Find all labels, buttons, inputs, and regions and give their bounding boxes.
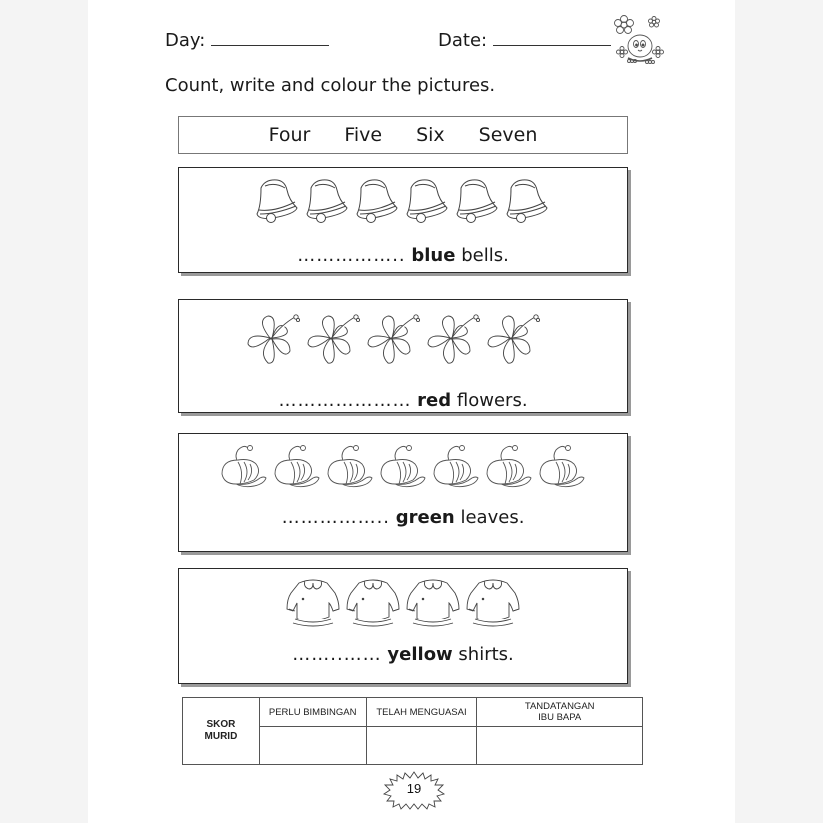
leaf-icon-row [179, 442, 627, 490]
word-bank-item: Six [416, 124, 445, 146]
shirt-icon[interactable] [403, 575, 463, 629]
day-blank-line[interactable] [211, 45, 329, 46]
score-table [182, 697, 643, 765]
noun-word: bells. [461, 245, 509, 266]
answer-blank[interactable]: …………….. [297, 245, 406, 266]
date-blank-line[interactable] [493, 45, 611, 46]
header-telah-menguasai: TELAH MENGUASAI [366, 698, 477, 727]
answer-blank[interactable]: ……..…… [292, 644, 382, 665]
header-perlu-bimbingan: PERLU BIMBINGAN [259, 698, 366, 727]
header-tandatangan-ibu-bapa [477, 698, 643, 727]
leaf-icon[interactable] [377, 442, 429, 490]
hibiscus-flower-icon[interactable] [305, 312, 361, 368]
bell-icon[interactable] [355, 178, 401, 228]
task-box-shirts [178, 568, 628, 684]
task-sentence [179, 507, 627, 528]
tandatangan-line1: TANDATANGAN [524, 701, 595, 712]
skor-label-line2: MURID [204, 731, 238, 742]
word-bank-item: Five [344, 124, 383, 146]
shirt-icon[interactable] [283, 575, 343, 629]
bell-icon-row [179, 178, 627, 228]
cell-perlu-bimbingan[interactable] [259, 727, 366, 765]
word-bank-item: Seven [478, 124, 538, 146]
shirt-icon-row [179, 575, 627, 629]
bell-icon[interactable] [305, 178, 351, 228]
answer-blank[interactable]: …………….. [281, 507, 391, 528]
bell-icon[interactable] [255, 178, 301, 228]
task-box-leaves [178, 433, 628, 552]
date-label: Date: [438, 30, 488, 51]
page-number-badge [380, 770, 448, 810]
leaf-icon[interactable] [324, 442, 376, 490]
date-field [438, 30, 611, 51]
day-field [165, 30, 329, 51]
bell-icon[interactable] [505, 178, 551, 228]
color-word: blue [411, 245, 456, 266]
shirt-icon[interactable] [343, 575, 403, 629]
cell-tandatangan-ibu-bapa[interactable] [477, 727, 643, 765]
cell-telah-menguasai[interactable] [366, 727, 477, 765]
hibiscus-flower-icon[interactable] [245, 312, 301, 368]
skor-label-line1: SKOR [206, 719, 236, 730]
color-word: red [417, 390, 452, 411]
leaf-icon[interactable] [271, 442, 323, 490]
bell-icon[interactable] [455, 178, 501, 228]
page-number: 19 [406, 781, 422, 796]
hibiscus-flower-icon[interactable] [425, 312, 481, 368]
day-label: Day: [165, 30, 206, 51]
shirt-icon[interactable] [463, 575, 523, 629]
hibiscus-flower-icon[interactable] [485, 312, 541, 368]
noun-word: flowers. [456, 390, 528, 411]
flower-icon-row [159, 312, 627, 368]
task-sentence [179, 390, 627, 411]
bell-icon[interactable] [405, 178, 451, 228]
tandatangan-line2: IBU BAPA [538, 712, 582, 723]
skor-murid-label [183, 698, 260, 765]
task-sentence [179, 245, 627, 266]
answer-blank[interactable]: ………………… [278, 390, 412, 411]
leaf-icon[interactable] [218, 442, 270, 490]
leaf-icon[interactable] [483, 442, 535, 490]
leaf-icon[interactable] [430, 442, 482, 490]
hibiscus-flower-icon[interactable] [365, 312, 421, 368]
color-word: yellow [387, 644, 453, 665]
flower-bird-mascot-icon [610, 14, 666, 66]
worksheet-page [88, 0, 735, 823]
task-box-flowers [178, 299, 628, 413]
task-sentence [179, 644, 627, 665]
noun-word: leaves. [460, 507, 525, 528]
word-bank-item: Four [268, 124, 311, 146]
word-bank [178, 116, 628, 154]
noun-word: shirts. [458, 644, 514, 665]
instruction-text: Count, write and colour the pictures. [165, 75, 496, 96]
color-word: green [395, 507, 455, 528]
task-box-bells [178, 167, 628, 273]
leaf-icon[interactable] [536, 442, 588, 490]
